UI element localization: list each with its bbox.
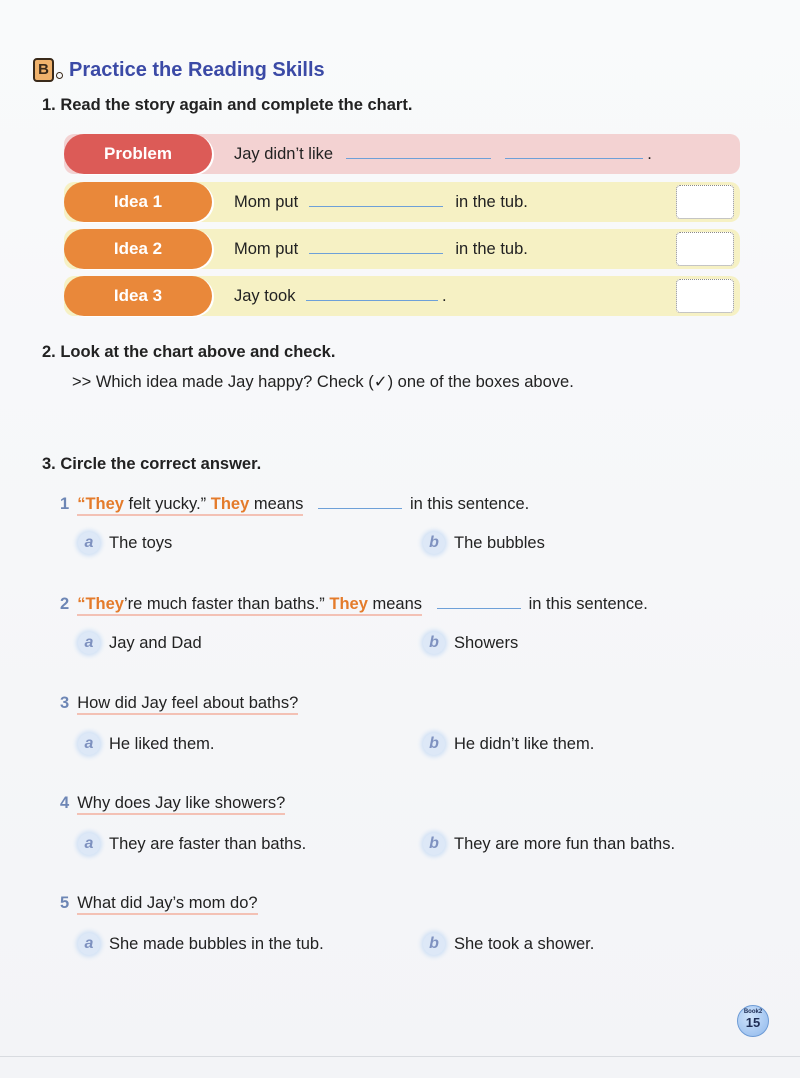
option-b-badge: b xyxy=(423,532,445,554)
idea-2-sentence xyxy=(234,229,528,269)
highlight-word: They xyxy=(210,495,250,513)
item-number: 5 xyxy=(60,894,70,912)
question-part: ’re much faster than baths.” xyxy=(123,595,330,613)
highlight-word: “They xyxy=(77,595,124,613)
chart-row-idea-2 xyxy=(64,229,740,269)
option-b[interactable] xyxy=(423,933,594,955)
problem-sentence xyxy=(234,134,652,174)
option-a[interactable] xyxy=(78,532,172,554)
answer-blank-1[interactable] xyxy=(346,144,491,159)
answer-blank[interactable] xyxy=(309,239,443,254)
option-a[interactable] xyxy=(78,632,202,654)
question-part: felt yucky.” xyxy=(123,495,211,513)
idea-3-checkbox[interactable] xyxy=(676,279,734,313)
option-a-badge: a xyxy=(78,933,100,955)
item-number: 2 xyxy=(60,595,70,613)
sentence-end: in the tub. xyxy=(455,193,528,211)
option-b-badge: b xyxy=(423,733,445,755)
option-b-badge: b xyxy=(423,833,445,855)
idea-1-pill: Idea 1 xyxy=(64,182,212,222)
q3-item-5-question xyxy=(60,894,258,913)
option-a-text: They are faster than baths. xyxy=(109,834,307,853)
sentence-start: Jay took xyxy=(234,287,296,305)
question-part: means xyxy=(249,495,304,513)
sentence-start: Mom put xyxy=(234,193,299,211)
question-text: What did Jay’s mom do? xyxy=(77,894,257,915)
option-a-badge: a xyxy=(78,733,100,755)
answer-blank[interactable] xyxy=(309,192,443,207)
book-label: Book2 xyxy=(743,1009,763,1015)
section-dot xyxy=(56,72,63,79)
section-title-text: Practice the Reading Skills xyxy=(69,58,325,81)
idea-3-pill: Idea 3 xyxy=(64,276,212,316)
question-text: Why does Jay like showers? xyxy=(77,794,285,815)
idea-3-sentence xyxy=(234,276,447,316)
question-text xyxy=(77,495,303,516)
answer-blank[interactable] xyxy=(306,286,438,301)
q3-heading: 3. Circle the correct answer. xyxy=(42,455,262,473)
option-b-badge: b xyxy=(423,933,445,955)
page-number: 15 xyxy=(745,1015,761,1030)
option-b-text: She took a shower. xyxy=(454,934,595,953)
option-a-text: The toys xyxy=(109,533,173,552)
option-a[interactable] xyxy=(78,833,306,855)
idea-2-pill: Idea 2 xyxy=(64,229,212,269)
option-a-badge: a xyxy=(78,632,100,654)
sentence-end: . xyxy=(647,145,652,163)
option-b[interactable] xyxy=(423,532,545,554)
option-b[interactable] xyxy=(423,833,675,855)
question-text: How did Jay feel about baths? xyxy=(77,694,298,715)
answer-blank-2[interactable] xyxy=(505,144,643,159)
q1-heading: 1. Read the story again and complete the chart. xyxy=(42,96,413,114)
item-number: 3 xyxy=(60,694,70,712)
chart-row-problem xyxy=(64,134,740,174)
option-a-badge: a xyxy=(78,833,100,855)
page-bottom-divider xyxy=(0,1056,800,1057)
answer-blank[interactable] xyxy=(318,494,402,509)
idea-1-sentence xyxy=(234,182,528,222)
section-title xyxy=(33,58,325,82)
option-b[interactable] xyxy=(423,632,518,654)
q3-item-1-question xyxy=(60,494,529,514)
question-end: in this sentence. xyxy=(409,495,530,513)
question-text xyxy=(77,595,422,616)
sentence-start: Mom put xyxy=(234,240,299,258)
item-number: 4 xyxy=(60,794,70,812)
question-end: in this sentence. xyxy=(528,595,648,613)
item-number: 1 xyxy=(60,495,70,513)
option-b[interactable] xyxy=(423,733,594,755)
sentence-start: Jay didn’t like xyxy=(234,145,334,163)
question-part: means xyxy=(367,595,423,613)
option-a-text: Jay and Dad xyxy=(109,633,202,652)
q3-item-2-question xyxy=(60,594,648,614)
option-b-badge: b xyxy=(423,632,445,654)
chart-row-idea-1 xyxy=(64,182,740,222)
sentence-end: in the tub. xyxy=(455,240,528,258)
highlight-word: They xyxy=(329,595,368,613)
idea-1-checkbox[interactable] xyxy=(676,185,734,219)
answer-blank[interactable] xyxy=(437,594,521,609)
option-a-badge: a xyxy=(78,532,100,554)
chart-row-idea-3 xyxy=(64,276,740,316)
problem-pill: Problem xyxy=(64,134,212,174)
idea-2-checkbox[interactable] xyxy=(676,232,734,266)
q3-item-4-question xyxy=(60,794,285,813)
option-a[interactable] xyxy=(78,933,324,955)
option-b-text: He didn’t like them. xyxy=(454,734,595,753)
option-b-text: Showers xyxy=(454,633,519,652)
option-a-text: She made bubbles in the tub. xyxy=(109,934,324,953)
option-b-text: The bubbles xyxy=(454,533,545,552)
q2-heading: 2. Look at the chart above and check. xyxy=(42,343,336,361)
q3-item-3-question xyxy=(60,694,298,713)
q2-instruction: >> Which idea made Jay happy? Check (✓) one of the boxes above. xyxy=(72,373,574,391)
sentence-end: . xyxy=(442,287,447,305)
highlight-word: “They xyxy=(77,495,124,513)
page-number-badge xyxy=(737,1005,769,1037)
option-b-text: They are more fun than baths. xyxy=(454,834,676,853)
section-letter-badge: B xyxy=(33,58,54,82)
option-a[interactable] xyxy=(78,733,214,755)
option-a-text: He liked them. xyxy=(109,734,215,753)
